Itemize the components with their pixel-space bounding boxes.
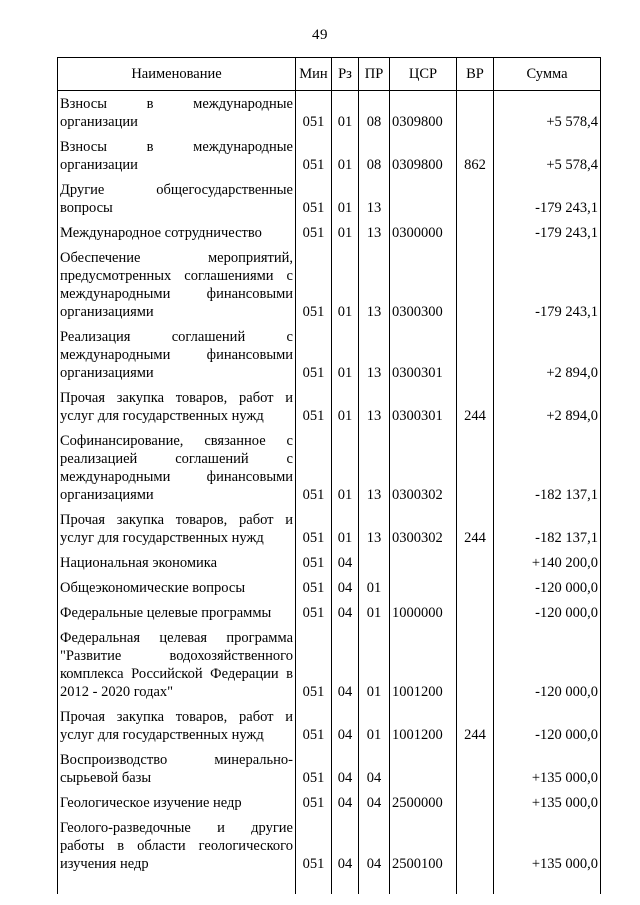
cell-rz: 01 xyxy=(332,428,359,507)
cell-sum: +2 894,0 xyxy=(494,385,601,428)
cell-pr: 13 xyxy=(359,507,390,550)
cell-csr xyxy=(390,747,457,790)
cell-vr: 244 xyxy=(457,704,494,747)
cell-vr: 244 xyxy=(457,507,494,550)
cell-vr xyxy=(457,428,494,507)
cell-rz: 04 xyxy=(332,815,359,876)
column-header-vr: ВР xyxy=(457,58,494,91)
cell-sum: -179 243,1 xyxy=(494,220,601,245)
table-row xyxy=(58,575,601,600)
page-number: 49 xyxy=(312,27,328,43)
table-row xyxy=(58,550,601,575)
cell-name: Другие общегосударственные вопросы xyxy=(58,177,296,220)
cell-name: Обеспечение мероприятий, предусмотренных соглашениями с международными финансовыми организациями xyxy=(58,245,296,324)
cell-min: 051 xyxy=(296,134,332,177)
cell-vr xyxy=(457,177,494,220)
spacer-cell xyxy=(296,876,332,894)
cell-sum: -179 243,1 xyxy=(494,245,601,324)
cell-name: Федеральная целевая программа "Развитие водохозяйственного комплекса Российской Федерации в 2012 - 2020 годах" xyxy=(58,625,296,704)
cell-csr: 0309800 xyxy=(390,134,457,177)
cell-vr: 244 xyxy=(457,385,494,428)
cell-sum: -120 000,0 xyxy=(494,600,601,625)
column-header-rz: Рз xyxy=(332,58,359,91)
cell-rz: 04 xyxy=(332,550,359,575)
table-row xyxy=(58,428,601,507)
cell-name: Прочая закупка товаров, работ и услуг для государственных нужд xyxy=(58,507,296,550)
cell-min: 051 xyxy=(296,747,332,790)
cell-rz: 01 xyxy=(332,507,359,550)
cell-pr: 08 xyxy=(359,91,390,135)
table-header-row xyxy=(58,58,601,91)
cell-min: 051 xyxy=(296,790,332,815)
spacer-cell xyxy=(457,876,494,894)
cell-pr: 13 xyxy=(359,324,390,385)
cell-name: Геологическое изучение недр xyxy=(58,790,296,815)
cell-name: Воспроизводство минерально-сырьевой базы xyxy=(58,747,296,790)
cell-min: 051 xyxy=(296,385,332,428)
cell-sum: -120 000,0 xyxy=(494,704,601,747)
cell-csr: 1001200 xyxy=(390,625,457,704)
cell-csr: 0300300 xyxy=(390,245,457,324)
cell-pr: 13 xyxy=(359,428,390,507)
cell-csr: 0300301 xyxy=(390,324,457,385)
cell-rz: 01 xyxy=(332,134,359,177)
cell-rz: 01 xyxy=(332,245,359,324)
cell-csr: 2500000 xyxy=(390,790,457,815)
cell-csr: 2500100 xyxy=(390,815,457,876)
cell-pr: 13 xyxy=(359,220,390,245)
table-body xyxy=(58,91,601,895)
table-row xyxy=(58,245,601,324)
cell-name: Софинансирование, связанное с реализацией соглашений с международными финансовыми организациями xyxy=(58,428,296,507)
cell-min: 051 xyxy=(296,428,332,507)
cell-min: 051 xyxy=(296,600,332,625)
cell-rz: 04 xyxy=(332,600,359,625)
cell-rz: 04 xyxy=(332,575,359,600)
cell-vr xyxy=(457,575,494,600)
cell-name: Национальная экономика xyxy=(58,550,296,575)
table-row xyxy=(58,600,601,625)
cell-sum: +5 578,4 xyxy=(494,134,601,177)
cell-csr xyxy=(390,550,457,575)
cell-sum: -182 137,1 xyxy=(494,507,601,550)
cell-rz: 01 xyxy=(332,385,359,428)
table-spacer-row xyxy=(58,876,601,894)
table-row xyxy=(58,790,601,815)
cell-rz: 01 xyxy=(332,220,359,245)
cell-name: Взносы в международные организации xyxy=(58,91,296,135)
cell-name: Геолого-разведочные и другие работы в области геологического изучения недр xyxy=(58,815,296,876)
spacer-cell xyxy=(494,876,601,894)
cell-pr xyxy=(359,550,390,575)
cell-csr: 1001200 xyxy=(390,704,457,747)
cell-vr xyxy=(457,600,494,625)
cell-sum: +135 000,0 xyxy=(494,790,601,815)
table-row xyxy=(58,507,601,550)
cell-vr xyxy=(457,815,494,876)
cell-rz: 01 xyxy=(332,177,359,220)
table-row xyxy=(58,91,601,135)
cell-csr: 0300301 xyxy=(390,385,457,428)
cell-pr: 04 xyxy=(359,815,390,876)
table-row xyxy=(58,747,601,790)
cell-pr: 04 xyxy=(359,747,390,790)
cell-rz: 04 xyxy=(332,625,359,704)
cell-csr: 0300000 xyxy=(390,220,457,245)
table-row xyxy=(58,815,601,876)
cell-name: Общеэкономические вопросы xyxy=(58,575,296,600)
spacer-cell xyxy=(359,876,390,894)
spacer-cell xyxy=(390,876,457,894)
cell-pr: 01 xyxy=(359,625,390,704)
cell-sum: +135 000,0 xyxy=(494,747,601,790)
cell-sum: -120 000,0 xyxy=(494,625,601,704)
cell-rz: 04 xyxy=(332,704,359,747)
cell-vr xyxy=(457,790,494,815)
cell-csr: 0300302 xyxy=(390,428,457,507)
table-row xyxy=(58,625,601,704)
cell-sum: +135 000,0 xyxy=(494,815,601,876)
cell-pr: 08 xyxy=(359,134,390,177)
column-header-sum: Сумма xyxy=(494,58,601,91)
cell-rz: 04 xyxy=(332,790,359,815)
cell-vr xyxy=(457,220,494,245)
cell-min: 051 xyxy=(296,575,332,600)
cell-vr xyxy=(457,550,494,575)
table-row xyxy=(58,704,601,747)
cell-sum: -182 137,1 xyxy=(494,428,601,507)
cell-name: Взносы в международные организации xyxy=(58,134,296,177)
cell-csr xyxy=(390,177,457,220)
cell-vr xyxy=(457,324,494,385)
cell-min: 051 xyxy=(296,550,332,575)
cell-pr: 13 xyxy=(359,245,390,324)
cell-min: 051 xyxy=(296,220,332,245)
cell-name: Прочая закупка товаров, работ и услуг для государственных нужд xyxy=(58,385,296,428)
cell-min: 051 xyxy=(296,324,332,385)
cell-min: 051 xyxy=(296,177,332,220)
cell-min: 051 xyxy=(296,625,332,704)
cell-pr: 01 xyxy=(359,704,390,747)
cell-min: 051 xyxy=(296,815,332,876)
cell-vr xyxy=(457,91,494,135)
cell-csr: 1000000 xyxy=(390,600,457,625)
cell-csr: 0309800 xyxy=(390,91,457,135)
cell-min: 051 xyxy=(296,245,332,324)
cell-min: 051 xyxy=(296,507,332,550)
cell-sum: +5 578,4 xyxy=(494,91,601,135)
cell-vr xyxy=(457,747,494,790)
table-row xyxy=(58,385,601,428)
cell-pr: 13 xyxy=(359,385,390,428)
cell-vr xyxy=(457,245,494,324)
cell-pr: 01 xyxy=(359,575,390,600)
budget-table xyxy=(57,57,601,894)
spacer-cell xyxy=(332,876,359,894)
cell-sum: -179 243,1 xyxy=(494,177,601,220)
cell-min: 051 xyxy=(296,704,332,747)
cell-rz: 01 xyxy=(332,324,359,385)
spacer-cell xyxy=(58,876,296,894)
table-header xyxy=(58,58,601,91)
cell-pr: 01 xyxy=(359,600,390,625)
cell-rz: 04 xyxy=(332,747,359,790)
cell-name: Федеральные целевые программы xyxy=(58,600,296,625)
column-header-min: Мин xyxy=(296,58,332,91)
cell-vr xyxy=(457,625,494,704)
column-header-pr: ПР xyxy=(359,58,390,91)
cell-sum: +140 200,0 xyxy=(494,550,601,575)
cell-pr: 13 xyxy=(359,177,390,220)
table-row xyxy=(58,134,601,177)
cell-name: Реализация соглашений с международными финансовыми организациями xyxy=(58,324,296,385)
table-row xyxy=(58,177,601,220)
cell-sum: +2 894,0 xyxy=(494,324,601,385)
cell-rz: 01 xyxy=(332,91,359,135)
cell-min: 051 xyxy=(296,91,332,135)
cell-csr xyxy=(390,575,457,600)
table-row xyxy=(58,220,601,245)
cell-name: Прочая закупка товаров, работ и услуг для государственных нужд xyxy=(58,704,296,747)
cell-vr: 862 xyxy=(457,134,494,177)
table-row xyxy=(58,324,601,385)
column-header-name: Наименование xyxy=(58,58,296,91)
cell-csr: 0300302 xyxy=(390,507,457,550)
cell-pr: 04 xyxy=(359,790,390,815)
cell-sum: -120 000,0 xyxy=(494,575,601,600)
cell-name: Международное сотрудничество xyxy=(58,220,296,245)
column-header-csr: ЦСР xyxy=(390,58,457,91)
